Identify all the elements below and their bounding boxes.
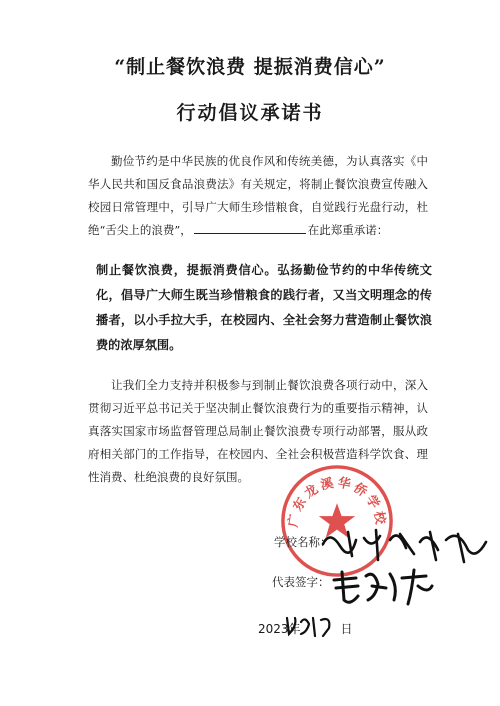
date-day-suffix: 日 <box>340 622 353 636</box>
fill-in-blank <box>194 222 306 234</box>
representative-label: 代表签字： <box>272 575 330 589</box>
date-year: 2023年 <box>258 622 301 636</box>
closing-paragraph: 让我们全力支持并积极参与到制止餐饮浪费各项行动中，深入贯彻习近平总书记关于坚决制止餐饮浪费行为的重要指示精神，认真落实国家市场监督管理总局制止餐饮浪费专项行动部署，服从政府相关部门的工作指导，在校园内、全社会积极营造科学饮食、理性消费、杜绝浪费的良好氛围。 <box>88 378 428 484</box>
seal-text: 广东龙溪华侨学校 <box>286 475 388 529</box>
title-line-2: 行动倡议承诺书 <box>176 102 324 124</box>
school-name-label: 学校名称： <box>274 535 332 549</box>
intro-paragraph <box>88 150 428 242</box>
title-line-1: “制止餐饮浪费 提振消费信心” <box>114 56 386 78</box>
representative-signature <box>328 566 438 608</box>
school-name-handwriting <box>318 520 493 568</box>
intro-text-end: 在此郑重承诺： <box>307 223 389 237</box>
intro-text: 勤俭节约是中华民族的优良作风和传统美德，为认真落实《中华人民共和国反食品浪费法》有关规定，将制止餐饮浪费宣传融入校园日常管理中，引导广大师生珍惜粮食，自觉践行光盘行动，杜绝“舌尖上的浪费”， <box>88 154 428 237</box>
commitment-paragraph: 制止餐饮浪费，提振消费信心。弘扬勤俭节约的中华传统文化，倡导广大师生既当珍惜粮食的践行者，又当文明理念的传播者，以小手拉大手，在校园内、全社会努力营造制止餐饮浪费的浓厚氛围。 <box>96 263 432 352</box>
date-handwriting <box>283 612 343 640</box>
